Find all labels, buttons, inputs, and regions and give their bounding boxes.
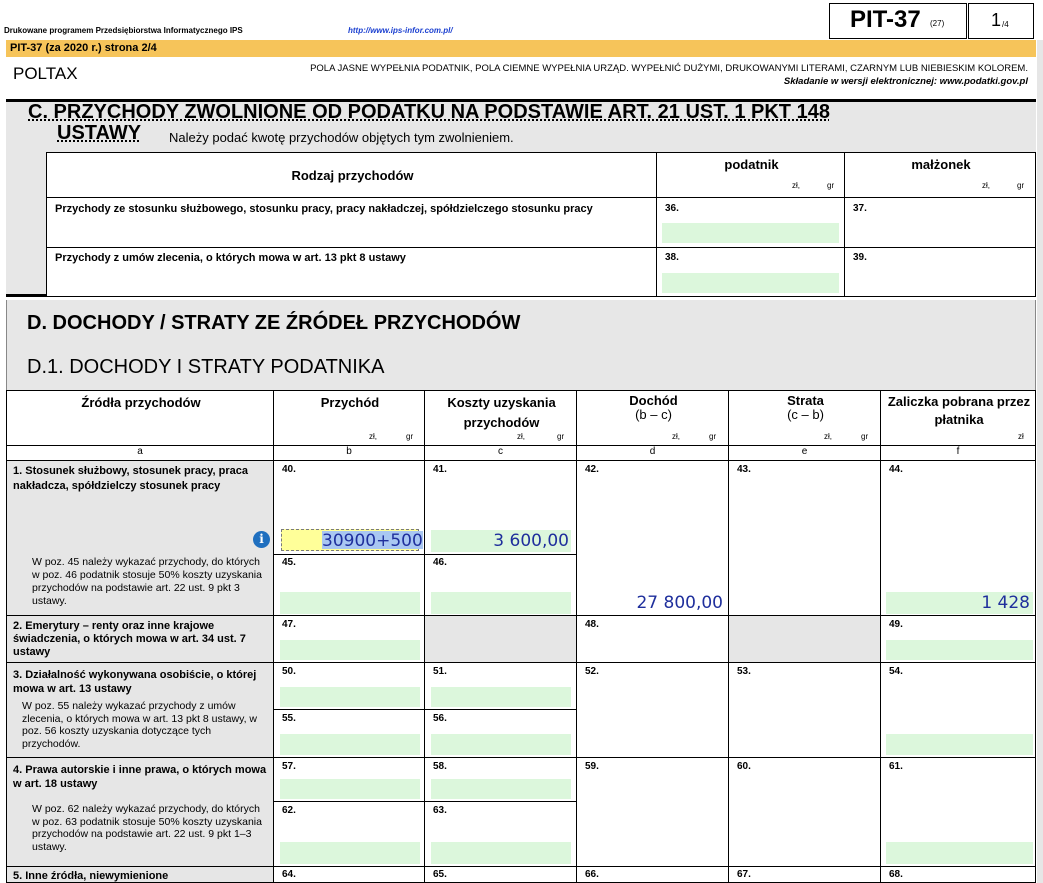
- field-number: 37.: [853, 203, 867, 214]
- field-65[interactable]: [424, 866, 577, 883]
- field-63[interactable]: [424, 801, 577, 867]
- field-number: 55.: [282, 713, 296, 724]
- field-39[interactable]: [844, 247, 1036, 297]
- field-56[interactable]: [424, 709, 577, 758]
- field-55-input[interactable]: [280, 734, 420, 755]
- field-number: 40.: [282, 464, 296, 475]
- d-row2-loss-disabled: [728, 615, 881, 663]
- field-54-input[interactable]: [886, 734, 1033, 755]
- field-number: 46.: [433, 557, 447, 568]
- field-41[interactable]: [424, 460, 577, 555]
- field-number: 65.: [433, 869, 447, 880]
- field-36-input[interactable]: [662, 223, 839, 243]
- field-number: 56.: [433, 713, 447, 724]
- field-number: 54.: [889, 666, 903, 677]
- field-40-input[interactable]: [281, 529, 423, 551]
- field-57[interactable]: [273, 757, 425, 802]
- field-number: 36.: [665, 203, 679, 214]
- zl-unit: zł,: [982, 181, 990, 190]
- d-row3-note: W poz. 55 należy wykazać przychody z umów zlecenia, o których mowa w art. 13 pkt 8 ustawy, w poz. 56 koszty uzyskania dotyczące tych przychodów.: [22, 700, 257, 750]
- d-col-income-formula: (b – c): [635, 407, 672, 422]
- c-header-taxpayer: [656, 152, 845, 198]
- field-45[interactable]: [273, 554, 425, 616]
- field-45-input[interactable]: [280, 592, 420, 614]
- c-header-type: [46, 152, 657, 198]
- gr-unit: gr: [1017, 181, 1025, 190]
- field-number: 62.: [282, 805, 296, 816]
- c-row1-label-cell: [46, 197, 657, 248]
- page-number: 1: [991, 10, 1002, 30]
- letter-b: b: [273, 445, 425, 461]
- field-64[interactable]: [273, 866, 425, 883]
- page-number-box: [968, 3, 1034, 39]
- field-60[interactable]: [728, 757, 881, 867]
- d-col-revenue: [273, 390, 425, 446]
- d-row2-label: 2. Emerytury – renty oraz inne krajowe świadczenia, o których mowa w art. 34 ust. 7 ustawy: [13, 620, 246, 658]
- c-row2-label: Przychody z umów zlecenia, o których mowa w art. 13 pkt 8 ustawy: [55, 252, 406, 264]
- field-61[interactable]: [880, 757, 1036, 867]
- d-row1-note: W poz. 45 należy wykazać przychody, do których w poz. 46 podatnik stosuje 50% koszty uzyskania przychodów na podstawie art. 22 ust. 9 pkt 3 ustawy.: [32, 556, 262, 607]
- c-col-type-label: Rodzaj przychodów: [291, 168, 414, 183]
- poltax-label: POLTAX: [13, 64, 78, 83]
- field-59[interactable]: [576, 757, 729, 867]
- c-row1-label: Przychody ze stosunku służbowego, stosunku pracy, pracy nakładczej, spółdzielczego stosunku pracy: [55, 203, 593, 215]
- field-number: 38.: [665, 252, 679, 263]
- field-36[interactable]: [656, 197, 845, 248]
- field-40-selection: [322, 531, 423, 549]
- instruction-text: POLA JASNE WYPEŁNIA PODATNIK, POLA CIEMNE WYPEŁNIA URZĄD. WYPEŁNIĆ DUŻYMI, DRUKOWANYMI LITERAMI, CZARNYM LUB NIEBIESKIM KOLOREM.: [310, 63, 1028, 74]
- field-number: 47.: [282, 619, 296, 630]
- field-55[interactable]: [273, 709, 425, 758]
- d-row4-label: 4. Prawa autorskie i inne prawa, o których mowa w art. 18 ustawy: [13, 764, 267, 790]
- field-58-input[interactable]: [431, 779, 571, 799]
- field-42-value: 27 800,00: [636, 593, 723, 613]
- field-number: 67.: [737, 869, 751, 880]
- field-number: 45.: [282, 557, 296, 568]
- letter-c: c: [424, 445, 577, 461]
- d-row3-label: 3. Działalność wykonywana osobiście, o której mowa w art. 13 ustawy: [13, 669, 257, 695]
- right-scroll-edge: [1037, 40, 1043, 883]
- zl-unit: zł,: [517, 432, 525, 441]
- field-43[interactable]: [728, 460, 881, 616]
- field-62[interactable]: [273, 801, 425, 867]
- field-number: 64.: [282, 869, 296, 880]
- d-col-income: [576, 390, 729, 446]
- field-44[interactable]: [880, 460, 1036, 616]
- field-49[interactable]: [880, 615, 1036, 663]
- d-col-loss-label: Strata: [787, 393, 824, 408]
- gr-unit: gr: [557, 432, 565, 441]
- field-number: 60.: [737, 761, 751, 772]
- gr-unit: gr: [861, 432, 869, 441]
- field-68[interactable]: [880, 866, 1036, 883]
- section-c-note: Należy podać kwotę przychodów objętych tym zwolnieniem.: [169, 130, 514, 145]
- field-number: 58.: [433, 761, 447, 772]
- printed-by-note: Drukowane programem Przedsiębiorstwa Informatycznego IPS: [4, 26, 243, 35]
- gr-unit: gr: [406, 432, 414, 441]
- gr-unit: gr: [709, 432, 717, 441]
- zl-unit: zł: [1018, 432, 1024, 441]
- field-67[interactable]: [728, 866, 881, 883]
- ips-link[interactable]: http://www.ips-infor.com.pl/: [348, 26, 453, 35]
- field-56-input[interactable]: [431, 734, 571, 755]
- field-38-input[interactable]: [662, 273, 839, 293]
- letter-a: a: [6, 445, 274, 461]
- page-total: /4: [1002, 20, 1009, 29]
- d-row5-label: 5. Inne źródła, niewymienione: [13, 870, 169, 882]
- d-col-sources-label: Źródła przychodów: [81, 395, 201, 410]
- field-50[interactable]: [273, 662, 425, 710]
- d-row4-label-cell: [6, 757, 274, 867]
- field-61-input[interactable]: [886, 842, 1033, 864]
- field-number: 53.: [737, 666, 751, 677]
- field-number: 42.: [585, 464, 599, 475]
- field-number: 57.: [282, 761, 296, 772]
- section-c-title: C. PRZYCHODY ZWOLNIONE OD PODATKU NA PODSTAWIE ART. 21 UST. 1 PKT 148: [28, 101, 830, 123]
- section-c-title-cont: USTAWY: [57, 122, 142, 144]
- letter-f: f: [880, 445, 1036, 461]
- field-53[interactable]: [728, 662, 881, 758]
- field-number: 52.: [585, 666, 599, 677]
- d-col-advance: [880, 390, 1036, 446]
- field-63-input[interactable]: [431, 842, 571, 864]
- page-band: [6, 40, 1036, 57]
- d-col-costs-label: Koszty uzyskania przychodów: [447, 395, 556, 430]
- d-row1-label-cell: [6, 460, 274, 616]
- d-col-income-label: Dochód: [629, 393, 678, 408]
- d-row2-label-cell: [6, 615, 274, 663]
- field-58[interactable]: [424, 757, 577, 802]
- field-42[interactable]: [576, 460, 729, 616]
- c-row2-label-cell: [46, 247, 657, 297]
- field-46-input[interactable]: [431, 592, 571, 614]
- section-d1-title: D.1. DOCHODY I STRATY PODATNIKA: [27, 356, 385, 378]
- field-50-input[interactable]: [280, 687, 420, 707]
- c-col-taxpayer-label: podatnik: [724, 157, 779, 172]
- d-col-loss-formula: (c – b): [787, 407, 824, 422]
- c-col-spouse-label: małżonek: [911, 157, 971, 172]
- field-number: 49.: [889, 619, 903, 630]
- field-number: 59.: [585, 761, 599, 772]
- letter-d: d: [576, 445, 729, 461]
- field-number: 44.: [889, 464, 903, 475]
- d-row5-label-cell: [6, 866, 274, 883]
- field-47[interactable]: [273, 615, 425, 663]
- field-number: 68.: [889, 869, 903, 880]
- field-number: 51.: [433, 666, 447, 677]
- field-51-input[interactable]: [431, 687, 571, 707]
- field-46[interactable]: [424, 554, 577, 616]
- field-51[interactable]: [424, 662, 577, 710]
- d-col-costs: [424, 390, 577, 446]
- field-40-value: 30900+500: [322, 531, 423, 551]
- form-name: PIT-37: [850, 6, 921, 33]
- d-row4-note: W poz. 62 należy wykazać przychody, do których w poz. 63 podatnik stosuje 50% koszty uzyskania przychodów na podstawie art. 22 ust. 9 pkt 1–3 ustawy.: [32, 803, 262, 853]
- field-number: 63.: [433, 805, 447, 816]
- field-number: 61.: [889, 761, 903, 772]
- gr-unit: gr: [827, 181, 835, 190]
- field-49-input[interactable]: [886, 640, 1033, 660]
- letter-e: e: [728, 445, 881, 461]
- form-id-box: [829, 3, 967, 39]
- d-row2-costs-disabled: [424, 615, 577, 663]
- d-col-revenue-label: Przychód: [320, 395, 380, 410]
- c-header-spouse: [844, 152, 1036, 198]
- section-d-title: D. DOCHODY / STRATY ZE ŹRÓDEŁ PRZYCHODÓW: [27, 312, 521, 334]
- field-57-input[interactable]: [280, 779, 420, 799]
- field-38[interactable]: [656, 247, 845, 297]
- field-number: 43.: [737, 464, 751, 475]
- zl-unit: zł,: [792, 181, 800, 190]
- field-66[interactable]: [576, 866, 729, 883]
- d-col-loss: [728, 390, 881, 446]
- field-number: 39.: [853, 252, 867, 263]
- d-row3-label-cell: [6, 662, 274, 758]
- zl-unit: zł,: [369, 432, 377, 441]
- d-col-advance-label: Zaliczka pobrana przez płatnika: [887, 394, 1031, 427]
- zl-unit: zł,: [824, 432, 832, 441]
- field-number: 41.: [433, 464, 447, 475]
- field-48[interactable]: [576, 615, 729, 663]
- field-37[interactable]: [844, 197, 1036, 248]
- field-number: 66.: [585, 869, 599, 880]
- electronic-filing-note: Składanie w wersji elektronicznej: www.podatki.gov.pl: [783, 76, 1028, 87]
- page-band-label: PIT-37 (za 2020 r.) strona 2/4: [10, 42, 157, 54]
- form-version: (27): [930, 19, 945, 28]
- d-row1-label: 1. Stosunek służbowy, stosunek pracy, praca nakładcza, spółdzielczy stosunek pracy: [13, 465, 248, 492]
- field-44-value: 1 428: [981, 593, 1030, 613]
- field-62-input[interactable]: [280, 842, 420, 864]
- field-54[interactable]: [880, 662, 1036, 758]
- zl-unit: zł,: [672, 432, 680, 441]
- field-number: 50.: [282, 666, 296, 677]
- field-47-input[interactable]: [280, 640, 420, 660]
- field-number: 48.: [585, 619, 599, 630]
- field-41-value: 3 600,00: [493, 531, 569, 551]
- field-52[interactable]: [576, 662, 729, 758]
- info-icon[interactable]: i: [253, 531, 270, 548]
- d-col-sources: [6, 390, 274, 446]
- fill-instructions: [310, 62, 1028, 88]
